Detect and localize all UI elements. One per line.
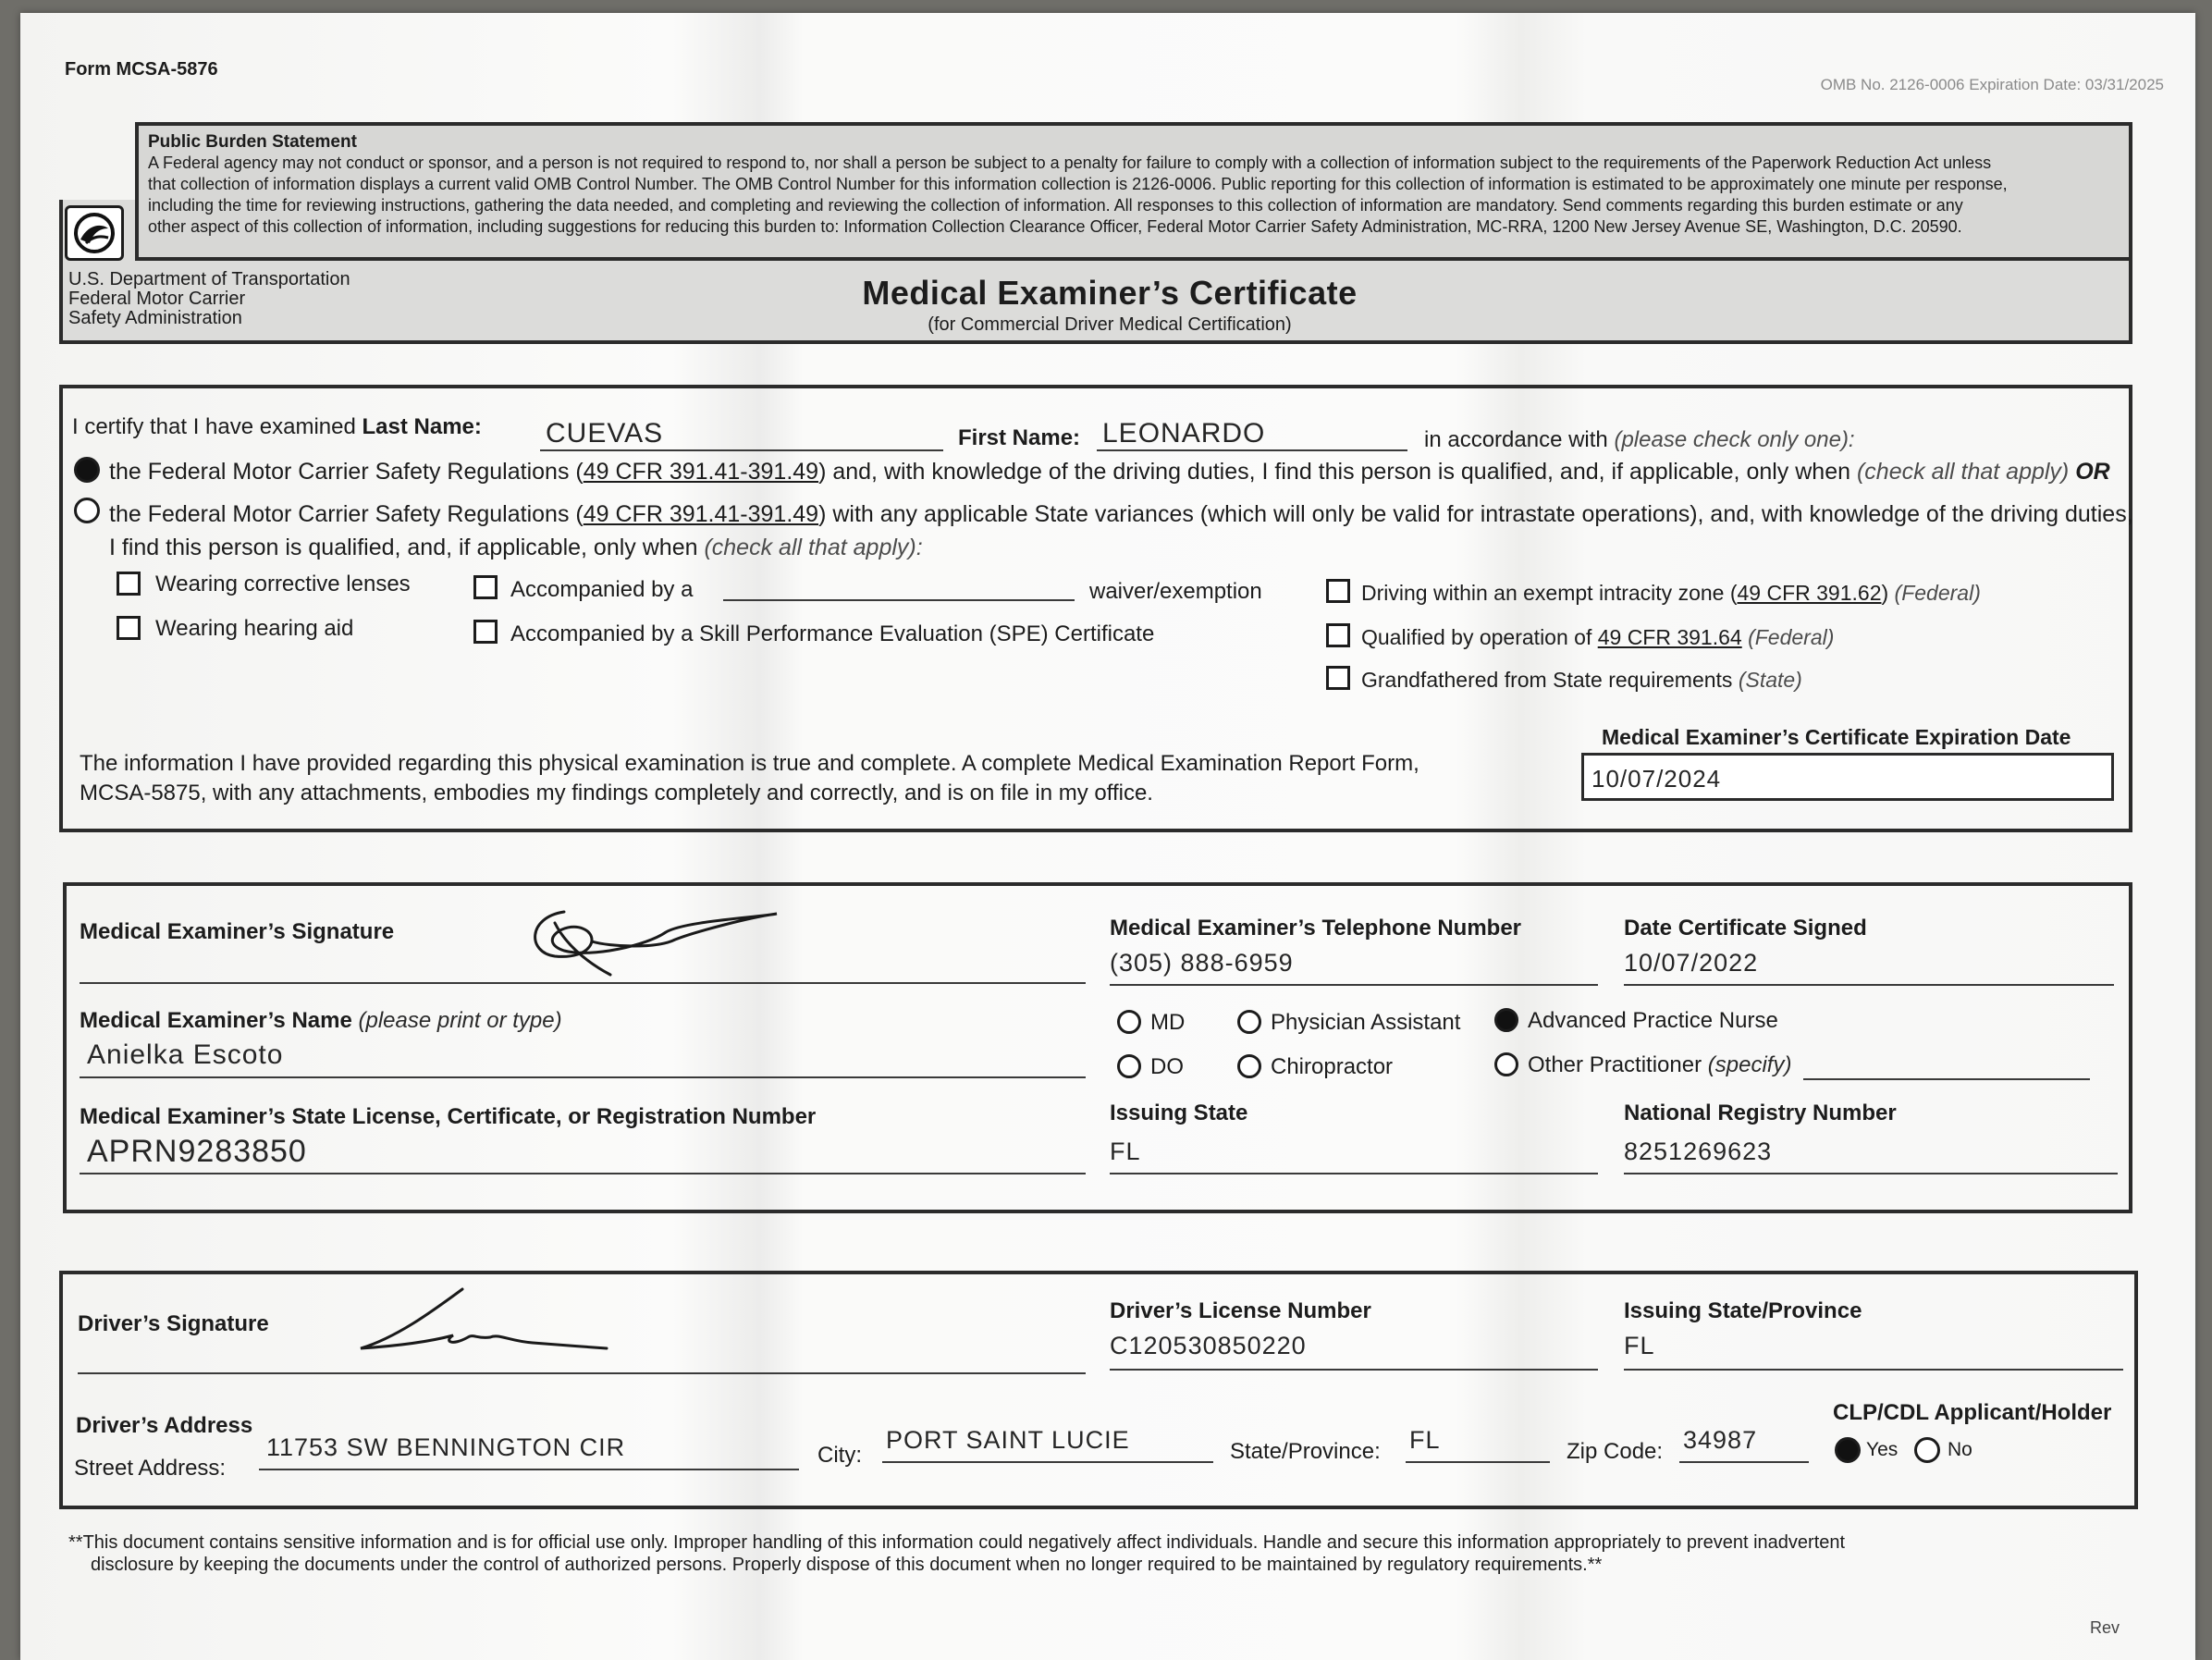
spe-certificate-checkbox[interactable] — [473, 620, 498, 644]
clp-no-label: No — [1948, 1439, 1972, 1460]
burden-line: that collection of information displays a current valid OMB Control Number. The OMB Control Number for this information collection is 2126-0006. Public reporting for this collection of information is estimated to be approximately one minute per response, — [148, 175, 2008, 193]
option2-cfr-link[interactable]: 49 CFR 391.41-391.49 — [583, 501, 819, 527]
burden-line: other aspect of this collection of information, including suggestions for reducing this burden to: Information Collection Clearance Officer, Federal Motor Carrier Safety Administration, MC-RRA, 1200 New Jersey Avenue SE, Washington, D.C. 20590. — [148, 217, 1962, 236]
expiration-date-value: 10/07/2024 — [1591, 765, 1722, 793]
agency-name — [68, 270, 350, 328]
clp-no-radio[interactable] — [1914, 1437, 1940, 1463]
option1-or: OR — [2075, 459, 2110, 485]
examiner-signature-line[interactable] — [80, 956, 1086, 984]
clp-cdl-label: CLP/CDL Applicant/Holder — [1833, 1400, 2112, 1425]
driver-issuing-label: Issuing State/Province — [1624, 1298, 1862, 1323]
burden-title: Public Burden Statement — [148, 132, 357, 152]
zip-field[interactable] — [1679, 1426, 1809, 1463]
option1-note: (check all that apply) — [1856, 459, 2070, 485]
examiner-name-label — [80, 1008, 562, 1034]
qualified-operation-label — [1361, 625, 1834, 650]
spe-certificate-label: Accompanied by a Skill Performance Evaluation (SPE) Certificate — [510, 621, 1155, 646]
zip-label: Zip Code: — [1567, 1439, 1664, 1464]
do-radio[interactable] — [1117, 1054, 1141, 1078]
md-label: MD — [1150, 1010, 1186, 1035]
first-name-label: First Name: — [958, 425, 1081, 450]
zip-value: 34987 — [1683, 1426, 1758, 1454]
advanced-practice-nurse-radio[interactable] — [1494, 1008, 1518, 1032]
driver-license-field[interactable] — [1110, 1332, 1598, 1371]
intracity-zone-checkbox[interactable] — [1326, 579, 1350, 603]
accordance-text — [1424, 427, 1855, 453]
other-practitioner-radio[interactable] — [1494, 1052, 1518, 1076]
hearing-aid-checkbox[interactable] — [117, 616, 141, 640]
expiration-date-field[interactable] — [1581, 753, 2114, 801]
last-name-label: Last Name: — [362, 414, 482, 439]
examiner-name-value: Anielka Escoto — [87, 1039, 284, 1070]
option1-cfr-link[interactable]: 49 CFR 391.41-391.49 — [583, 459, 819, 485]
driver-address-label: Driver’s Address — [76, 1413, 253, 1438]
md-radio[interactable] — [1117, 1010, 1141, 1034]
accordance-note: (please check only one): — [1614, 427, 1855, 452]
attestation-line2: MCSA-5875, with any attachments, embodies my findings completely and correctly, and is on file in my office. — [80, 781, 1153, 805]
other-practitioner-label — [1528, 1052, 1791, 1078]
city-value: PORT SAINT LUCIE — [886, 1426, 1130, 1454]
option-state-text — [109, 501, 2133, 528]
date-signed-value: 10/07/2022 — [1624, 949, 1759, 977]
waiver-type-field[interactable] — [723, 573, 1075, 601]
burden-line: A Federal agency may not conduct or sponsor, and a person is not required to respond to, nor shall a person be subject to a penalty for failure to comply with a collection of information subject to the requirements of the Paperwork Reduction Act unless — [148, 154, 1992, 172]
last-name-field[interactable] — [540, 418, 943, 451]
registry-number-value: 8251269623 — [1624, 1137, 1773, 1165]
option-fmcsr-radio[interactable] — [74, 457, 100, 483]
grandfathered-text: Grandfathered from State requirements — [1361, 668, 1733, 692]
option-state-variances-radio[interactable] — [74, 498, 100, 523]
last-name-value: CUEVAS — [546, 418, 664, 449]
notice-line: **This document contains sensitive information and is for official use only. Improper handling of this information could negatively affect individuals. Handle and secure this information appropriately to prevent inadvertent — [68, 1532, 1846, 1553]
state-label: State/Province: — [1230, 1439, 1381, 1464]
accordance-label: in accordance with — [1424, 427, 1608, 452]
other-practitioner-field[interactable] — [1803, 1054, 2090, 1080]
option1-suffix: ) and, with knowledge of the driving duties, I find this person is qualified, and, if applicable, only when — [818, 459, 1851, 485]
do-label: DO — [1150, 1054, 1184, 1079]
date-signed-field[interactable] — [1624, 949, 2114, 986]
qualified-operation-checkbox[interactable] — [1326, 623, 1350, 647]
driver-issuing-field[interactable] — [1624, 1332, 2123, 1371]
sensitivity-notice — [68, 1531, 2103, 1576]
grandfathered-tag: (State) — [1738, 668, 1802, 692]
agency-line: U.S. Department of Transportation — [68, 269, 350, 289]
dot-logo-icon — [65, 205, 124, 261]
option2-prefix: the Federal Motor Carrier Safety Regulations ( — [109, 501, 584, 527]
expiration-date-label: Medical Examiner’s Certificate Expiration Date — [1602, 725, 2071, 749]
driver-issuing-value: FL — [1624, 1332, 1655, 1359]
examiner-signature-label: Medical Examiner’s Signature — [80, 919, 395, 944]
driver-signature-line[interactable] — [78, 1346, 1086, 1374]
grandfathered-checkbox[interactable] — [1326, 666, 1350, 690]
agency-line: Federal Motor Carrier — [68, 289, 246, 309]
intracity-prefix: Driving within an exempt intracity zone ( — [1361, 581, 1738, 605]
option2-note: (check all that apply): — [704, 535, 923, 560]
intracity-tag: (Federal) — [1894, 581, 1981, 605]
waiver-exemption-label: waiver/exemption — [1089, 579, 1262, 604]
license-field[interactable] — [80, 1134, 1086, 1174]
examiner-name-label-text: Medical Examiner’s Name — [80, 1008, 352, 1033]
issuing-state-label: Issuing State — [1110, 1101, 1248, 1125]
examiner-name-note: (please print or type) — [358, 1008, 562, 1033]
state-field[interactable] — [1406, 1426, 1550, 1463]
examiner-phone-value: (305) 888-6959 — [1110, 949, 1294, 977]
form-id: Form MCSA-5876 — [65, 59, 218, 80]
license-value: APRN9283850 — [87, 1134, 307, 1169]
other-practitioner-text: Other Practitioner — [1528, 1052, 1702, 1077]
option1-prefix: the Federal Motor Carrier Safety Regulations ( — [109, 459, 584, 485]
option-state-line2 — [109, 535, 923, 561]
driver-license-label: Driver’s License Number — [1110, 1298, 1371, 1323]
option2-suffix: ) with any applicable State variances (which will only be valid for intrastate operations), and, with knowledge of the driving duties, — [818, 501, 2133, 527]
examiner-phone-label: Medical Examiner’s Telephone Number — [1110, 916, 1522, 941]
street-field[interactable] — [259, 1433, 799, 1470]
option-fmcsr-text — [109, 459, 2110, 486]
issuing-state-value: FL — [1110, 1137, 1141, 1165]
burden-statement — [135, 122, 2132, 261]
physician-assistant-radio[interactable] — [1237, 1010, 1261, 1034]
certify-text: I certify that I have examined — [72, 414, 356, 439]
revision-label: Rev — [2089, 1618, 2120, 1637]
other-practitioner-note: (specify) — [1707, 1052, 1792, 1077]
advanced-practice-nurse-label: Advanced Practice Nurse — [1528, 1008, 1778, 1033]
notice-line: disclosure by keeping the documents under the control of authorized persons. Properly dispose of this document when no longer required to be maintained by regulatory requirements.** — [91, 1555, 1603, 1575]
examiner-phone-field[interactable] — [1110, 949, 1598, 986]
clp-yes-radio[interactable] — [1835, 1437, 1861, 1463]
chiropractor-radio[interactable] — [1237, 1054, 1261, 1078]
corrective-lenses-label: Wearing corrective lenses — [155, 572, 411, 596]
intracity-suffix: ) — [1881, 581, 1889, 605]
hearing-aid-label: Wearing hearing aid — [155, 616, 354, 641]
intracity-cfr-link[interactable]: 49 CFR 391.62 — [1737, 581, 1882, 605]
page-subtitle: (for Commercial Driver Medical Certification) — [928, 314, 1292, 335]
driver-signature-label: Driver’s Signature — [78, 1311, 269, 1336]
city-field[interactable] — [882, 1426, 1213, 1463]
corrective-lenses-checkbox[interactable] — [117, 572, 141, 596]
attestation-line1: The information I have provided regarding this physical examination is true and complete. A complete Medical Examination Report Form, — [80, 751, 1419, 776]
qualified-tag: (Federal) — [1748, 625, 1835, 649]
accompanied-waiver-label: Accompanied by a — [510, 577, 694, 602]
registry-number-field[interactable] — [1624, 1137, 2118, 1174]
qualified-cfr-link[interactable]: 49 CFR 391.64 — [1597, 625, 1742, 649]
burden-line: including the time for reviewing instructions, gathering the data needed, and completing and reviewing the collection of information. All responses to this collection of information are mandatory. Send comments regarding this burden estimate or any — [148, 196, 1963, 215]
agency-line: Safety Administration — [68, 308, 242, 328]
state-value: FL — [1409, 1426, 1441, 1454]
chiropractor-label: Chiropractor — [1271, 1054, 1394, 1079]
grandfathered-label — [1361, 668, 1802, 693]
clp-yes-label: Yes — [1866, 1439, 1899, 1460]
first-name-field[interactable] — [1097, 418, 1407, 451]
certify-intro — [72, 414, 482, 440]
accompanied-waiver-checkbox[interactable] — [473, 575, 498, 599]
option2-line2-text: I find this person is qualified, and, if applicable, only when — [109, 535, 698, 560]
registry-number-label: National Registry Number — [1624, 1101, 1897, 1125]
omb-expiration: OMB No. 2126-0006 Expiration Date: 03/31/2025 — [1820, 76, 2164, 93]
physician-assistant-label: Physician Assistant — [1271, 1010, 1461, 1035]
city-label: City: — [817, 1443, 862, 1468]
issuing-state-field[interactable] — [1110, 1137, 1598, 1174]
page-title: Medical Examiner’s Certificate — [862, 274, 1358, 312]
driver-license-value: C120530850220 — [1110, 1332, 1307, 1359]
license-label: Medical Examiner’s State License, Certificate, or Registration Number — [80, 1104, 817, 1129]
intracity-zone-label — [1361, 581, 1981, 606]
qualified-prefix: Qualified by operation of — [1361, 625, 1592, 649]
street-label: Street Address: — [74, 1456, 227, 1481]
street-value: 11753 SW BENNINGTON CIR — [266, 1433, 626, 1461]
examiner-name-field[interactable] — [80, 1039, 1086, 1078]
first-name-value: LEONARDO — [1102, 418, 1266, 449]
date-signed-label: Date Certificate Signed — [1624, 916, 1867, 941]
